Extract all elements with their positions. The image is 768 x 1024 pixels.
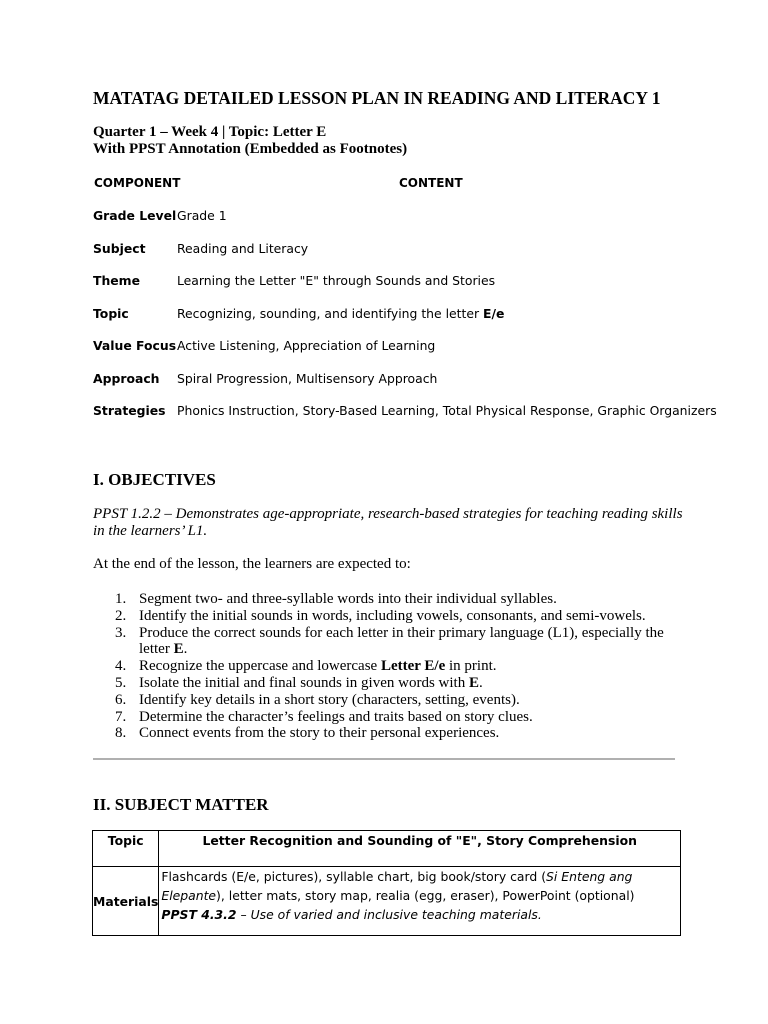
component-value: Learning the Letter "E" through Sounds and Stories bbox=[177, 273, 496, 288]
component-label: Approach bbox=[93, 371, 160, 386]
subject-matter-heading: II. SUBJECT MATTER bbox=[93, 795, 269, 814]
materials-value-cell: Flashcards (E/e, pictures), syllable chart, big book/story card (Si Enteng ang Elepante), letter mats, story map, realia (egg, eraser), PowerPoint (optional) PPST 4.3.2 – Use of varied and inclusive teaching materials. bbox=[159, 867, 681, 936]
document-subtitle-quarter: Quarter 1 – Week 4 | Topic: Letter E bbox=[93, 124, 327, 140]
document-subtitle-annotation: With PPST Annotation (Embedded as Footnotes) bbox=[93, 141, 408, 157]
document-title: MATATAG DETAILED LESSON PLAN IN READING AND LITERACY 1 bbox=[93, 88, 661, 108]
topic-value-cell: Letter Recognition and Sounding of "E", Story Comprehension bbox=[159, 831, 681, 867]
component-column-header: COMPONENT bbox=[94, 176, 181, 190]
materials-ppst-code: PPST 4.3.2 bbox=[161, 907, 237, 922]
list-item: 7. Determine the character’s feelings and traits based on story clues. bbox=[115, 708, 533, 725]
objectives-list bbox=[93, 591, 683, 742]
component-label: Theme bbox=[93, 273, 140, 288]
table-row bbox=[93, 867, 681, 936]
table-row bbox=[93, 831, 681, 867]
section-divider bbox=[93, 758, 675, 760]
component-value: Reading and Literacy bbox=[177, 241, 309, 256]
list-item: 2. Identify the initial sounds in words, including vowels, consonants, and semi-vowels. bbox=[115, 607, 646, 624]
list-item: 8. Connect events from the story to their personal experiences. bbox=[115, 725, 500, 742]
component-value: Active Listening, Appreciation of Learning bbox=[177, 338, 436, 353]
materials-ppst-text: – Use of varied and inclusive teaching materials. bbox=[236, 907, 542, 922]
component-label: Value Focus bbox=[93, 338, 177, 353]
list-item: 6. Identify key details in a short story (characters, setting, events). bbox=[115, 691, 520, 708]
component-value: Spiral Progression, Multisensory Approach bbox=[177, 371, 438, 386]
subject-matter-table bbox=[92, 830, 681, 936]
component-label: Grade Level bbox=[93, 208, 177, 223]
component-label: Topic bbox=[93, 306, 129, 321]
list-item: 5. Isolate the initial and final sounds in given words with E. bbox=[115, 674, 483, 691]
content-column-header: CONTENT bbox=[399, 176, 463, 190]
component-label: Strategies bbox=[93, 403, 166, 418]
component-value: Grade 1 bbox=[177, 208, 227, 223]
component-value: Recognizing, sounding, and identifying the letter E/e bbox=[177, 306, 505, 321]
objectives-heading: I. OBJECTIVES bbox=[93, 470, 216, 489]
objectives-intro: At the end of the lesson, the learners are expected to: bbox=[93, 556, 411, 572]
objectives-ppst-note: PPST 1.2.2 – Demonstrates age-appropriate, research-based strategies for teaching reading skills in the learners’ L1. bbox=[93, 506, 683, 539]
list-item: 3. Produce the correct sounds for each letter in their primary language (L1), especially the letter E. bbox=[115, 624, 664, 658]
list-item: 1. Segment two- and three-syllable words into their individual syllables. bbox=[115, 591, 557, 607]
component-label: Subject bbox=[93, 241, 146, 256]
materials-label-cell: Materials bbox=[93, 867, 159, 936]
list-item: 4. Recognize the uppercase and lowercase Letter E/e in print. bbox=[115, 658, 497, 675]
topic-label-cell: Topic bbox=[93, 831, 159, 867]
component-value: Phonics Instruction, Story-Based Learning, Total Physical Response, Graphic Organizers bbox=[177, 403, 717, 418]
